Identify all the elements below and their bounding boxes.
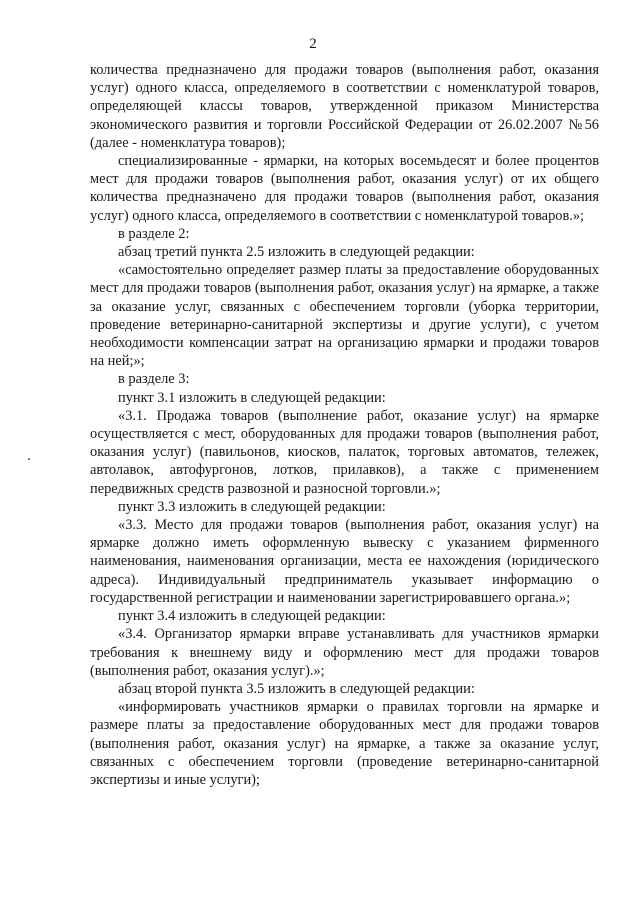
- paragraph-10: «3.3. Место для продажи товаров (выполнения работ, оказания услуг) на ярмарке должно иметь оформленную вывеску с указанием фирменного наименования, наименования организации, места ее нахождения (юридического адреса). Индивидуальный предприниматель указывает информацию о государственной регистрации и наименовании зарегистрировавшего органа.»;: [90, 517, 599, 606]
- paragraph-1: количества предназначено для продажи товаров (выполнения работ, оказания услуг) одного класса, определяемого в соответствии с номенклатурой товаров, определяющей классы товаров, утвержденной приказом Министерства экономического развития и торговли Российской Федерации от 26.02.2007 №56 (далее - номенклатура товаров);: [90, 62, 599, 151]
- paragraph-14: «информировать участников ярмарки о правилах торговли на ярмарке и размере платы за предоставление оборудованных мест для продажи товаров (выполнения работ, оказания услуг) на ярмарке, а также за оказание услуг, связанных с обеспечением торговли (проведение ветеринарно-санитарной экспертизы и иные услуги);: [90, 699, 599, 788]
- paragraph-12: «3.4. Организатор ярмарки вправе устанавливать для участников ярмарки требования к внешнему виду и оформлению мест для продажи товаров (выполнения работ, оказания услуг).»;: [90, 626, 599, 679]
- paragraph-6: в разделе 3:: [118, 371, 190, 388]
- paragraph-9: пункт 3.3 изложить в следующей редакции:: [118, 498, 386, 515]
- paragraph-2: специализированные - ярмарки, на которых восемьдесят и более процентов мест для продажи товаров (выполнения работ, оказания услуг) от их общего количества предназначено для продажи товаров (выполнения работ, оказания услуг) одного класса, определяемого в соответствии с номенклатурой товаров.»;: [90, 153, 599, 224]
- paragraph-3: в разделе 2:: [118, 225, 190, 242]
- scan-speck: [28, 458, 30, 460]
- paragraph-7: пункт 3.1 изложить в следующей редакции:: [118, 389, 386, 406]
- paragraph-13: абзац второй пункта 3.5 изложить в следующей редакции:: [118, 680, 475, 697]
- paragraph-11: пункт 3.4 изложить в следующей редакции:: [118, 608, 386, 625]
- paragraph-8: «3.1. Продажа товаров (выполнение работ, оказание услуг) на ярмарке осуществляется с мест, оборудованных для продажи товаров (выполнения работ, оказания услуг) (павильонов, киосков, палаток, торговых автоматов, тележек, автолавок, автофургонов, лотков, прилавков), а также с применением передвижных средств развозной и разносной торговли.»;: [90, 407, 599, 497]
- paragraph-4: абзац третий пункта 2.5 изложить в следующей редакции:: [118, 244, 475, 261]
- paragraph-5: «самостоятельно определяет размер платы за предоставление оборудованных мест для продажи товаров (выполнения работ, оказания услуг) на ярмарке, а также за оказание услуг, связанных с обеспечением торговли (уборка территории, проведение ветеринарно-санитарной экспертизы и другие услуги), с учетом необходимости компенсации затрат на организацию ярмарки и продажи товаров на ней;»;: [90, 262, 599, 370]
- document-body: [90, 61, 599, 789]
- page-number: 2: [309, 36, 317, 52]
